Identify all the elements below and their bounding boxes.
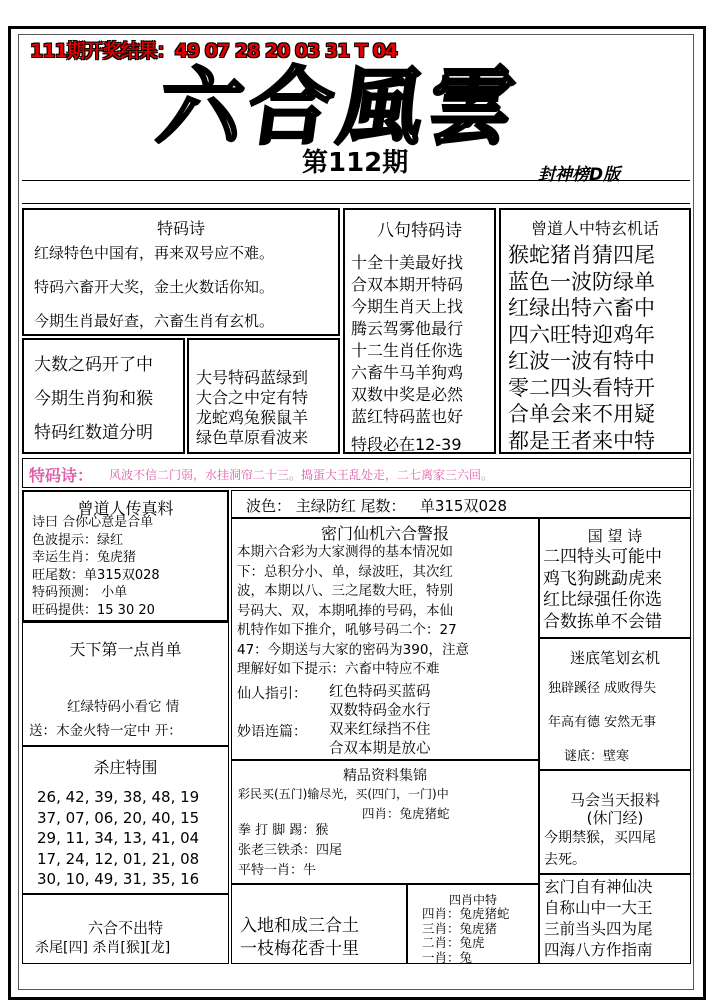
daoren-line: 猴蛇猪肖猜四尾 [508,243,655,267]
mahui-line: 今期禁猴，买四尾 [544,830,656,846]
mimen-line: 47：今期送与大家的密码为390，注意 [237,641,469,658]
sixiao-rows [422,907,510,965]
rudi-line: 入地和成三合土 [240,916,359,936]
bajv-title: 八句特码诗 [377,221,462,241]
logo-title: 六合風雲 [152,57,527,156]
daoren-line: 红绿出特六畜中 [508,296,655,320]
jingpin-title: 精品资料集锦 [343,768,427,784]
xuanmen-lines [544,877,653,961]
shazhuang-rows [37,787,199,890]
sixiao-row: 一肖：兔 [422,949,473,965]
mimen-line: 本期六合彩为大家测得的基本情况如 [237,544,453,560]
issue-number: 第112期 [302,148,409,178]
midi-line: 独辟蹊径 成败得失 [548,681,657,696]
guowang-line: 鸡飞狗跳勐虎来 [543,568,662,589]
mimen-line: 号码大、双，本期吼捧的号码，本仙 [237,602,453,619]
xuanmen-line: 玄门自有神仙决 [544,878,653,896]
rudi-box [231,884,407,964]
zhenke-rows [32,514,160,619]
liuhe-line: 杀尾[四] 杀肖[猴][龙] [35,940,171,956]
xuanmen-box [539,874,691,964]
bajv-line: 今期生肖天上找 [351,297,464,316]
bajv-box [343,208,496,454]
dahao-line: 大合之中定有特 [196,388,309,407]
daoren-title: 曾道人中特玄机话 [530,219,659,238]
rudi-line: 一枝梅花香十里 [240,939,359,959]
shazhuang-row: 30, 10, 49, 31, 35, 16 [37,870,200,888]
tema-poem-box [22,208,340,336]
daoren-line: 合单会来不用疑 [508,402,655,426]
dashu-box [22,338,185,454]
shazhuang-row: 37, 07, 06, 20, 40, 15 [37,808,200,827]
edition-label: 封神榜D版 [538,165,621,185]
tema-poem-lines [34,236,274,338]
daoren-line: 蓝色一波防绿单 [508,269,655,294]
tianxia-box [22,622,229,746]
rudi-lines [240,915,359,961]
poem-line: 特码六畜开大奖，金土火数话你知。 [34,278,275,296]
jingpin-box [231,760,539,884]
dashu-line: 今期生肖狗和猴 [34,389,153,409]
guowang-title: 国 望 诗 [587,527,643,545]
midi-title: 迷底笔划玄机 [569,649,660,667]
xuanmen-line: 四海八方作指南 [544,941,653,959]
miaoyu-label: 妙语连篇： [237,724,307,740]
pink-poem-text: 风波不信二门弱，水挂洞帘二十三。捣蛋大王乱处走，二七离家三六回。 [109,468,494,482]
sixiao-title: 四肖中特 [448,893,497,907]
miaoyu-lines [329,721,431,759]
dahao-line: 绿色草原看波来 [196,428,309,447]
bajv-line: 十全十美最好找 [351,253,464,272]
zhenke-row: 旺码提供：15 30 20 [32,602,155,618]
bose-strip [231,490,691,518]
daoren-line: 零二四头看特开 [508,375,655,400]
zhenke-title: 曾道人传真料 [77,499,174,518]
zhenke-box [22,490,229,622]
dashu-lines [34,348,153,450]
zhenke-row: 旺尾数：单315双028 [32,567,160,583]
guowang-box [539,518,691,638]
sixiao-row: 三肖：兔虎猪 [422,920,498,936]
xianren-line: 双数特码金水行 [329,703,431,719]
mimen-box [231,518,539,760]
guowang-lines [543,547,662,633]
mimen-line: 机特作如下推介，吼够号码二个：27 [237,622,457,638]
mahui-title: 马会当天报料 [569,791,660,809]
bajv-line: 六畜牛马羊狗鸡 [351,363,464,382]
sixiao-row: 二肖：兔虎 [422,935,485,950]
dashu-line: 大数之码开了中 [34,355,153,375]
liuhe-title: 六合不出特 [87,919,163,937]
poem-line: 今期生肖最好查，六畜生肖有玄机。 [34,312,275,330]
xianren-lines [329,683,431,721]
xuanmen-line: 三前当头四为尾 [544,920,653,938]
mahui-subtitle: (休门经) [586,809,644,827]
dahao-lines [196,368,308,448]
draw-result: 111期开奖结果：49 07 28 20 03 31 T 04 [30,40,398,62]
mimen-title: 密门仙机六合警报 [320,524,449,543]
xianren-line: 红色特码买蓝码 [329,684,431,700]
guowang-line: 合数拣单不会错 [543,611,662,632]
liuhe-box [22,894,229,964]
mahui-line: 去死。 [544,852,586,868]
sixiao-row: 四肖：兔虎猪蛇 [422,906,510,921]
tianxia-title: 天下第一点肖单 [69,640,182,659]
dahao-line: 龙蛇鸡兔猴鼠羊 [196,408,309,427]
jingpin-row: 平特一肖：牛 [238,863,317,878]
dashu-line: 特码红数道分明 [34,423,153,443]
dahao-box [187,338,340,454]
midi-answer: 谜底：壁寒 [564,749,630,764]
poem-line: 红绿特色中国有，再来双号应不难。 [34,244,275,262]
xuanmen-line: 自称山中一大王 [544,899,653,917]
mimen-line: 波，本期以八、三之尾数大旺，特别 [237,583,453,599]
zhenke-row: 幸运生肖：兔虎猪 [32,550,137,565]
daoren-lines [508,242,655,454]
bajv-lines [351,252,463,456]
zhenke-row: 色波提示：绿红 [32,532,124,548]
mimen-line: 下：总积分小、单，绿波旺，其次红 [237,563,453,580]
mimen-line: 理解好如下提示：六畜中特应不难 [237,661,440,677]
shazhuang-row: 17, 24, 12, 01, 21, 08 [37,849,200,868]
shazhuang-row: 29, 11, 34, 13, 41, 04 [37,829,200,847]
guowang-line: 红比绿强任你选 [543,590,662,610]
bajv-line: 蓝红特码蓝也好 [351,407,464,426]
daoren-line: 都是王者来中特 [508,428,655,453]
tianxia-line: 送：木金火特一定中 开： [29,723,182,739]
miaoyu-line: 合双本期是放心 [329,741,431,757]
zhenke-row: 诗曰 合你心意是合单 [32,515,154,530]
shazhuang-box [22,746,229,894]
jingpin-row: 拳 打 脚 踢：猴 [238,823,329,838]
midi-line: 年高有德 安然无事 [548,715,657,730]
dahao-line: 大号特码蓝绿到 [196,368,309,387]
mahui-box [539,770,691,874]
bajv-line: 合双本期开特码 [351,275,464,294]
pink-poem-strip [22,458,691,488]
midi-box [539,638,691,770]
daoren-line: 四六旺特迎鸡年 [508,322,655,347]
daoren-box [499,208,691,454]
bajv-line: 特段必在12-39 [351,435,462,454]
xianren-label: 仙人指引： [237,686,307,702]
bajv-line: 双数中奖是必然 [351,385,464,404]
tianxia-line: 红绿特码小看它 情 [67,699,180,715]
bose-text: 波色： 主绿防红 尾数： 单315双028 [246,497,508,515]
shazhuang-row: 26, 42, 39, 38, 48, 19 [37,788,200,806]
jingpin-line1: 彩民买(五门)输尽光，买(四门，一门)中 [238,787,449,801]
jingpin-row: 张老三铁杀：四尾 [238,843,343,858]
jingpin-line2: 四肖：兔虎猪蛇 [362,806,450,821]
sixiao-box [407,884,539,964]
mimen-lines [237,543,469,680]
pink-poem-label: 特码诗： [29,466,94,485]
tema-poem-title: 特码诗 [156,219,205,238]
jingpin-rows [238,821,342,881]
header-divider [22,180,690,204]
bajv-line: 十二生肖任你选 [351,341,464,360]
bajv-line: 腾云驾雾他最行 [351,319,464,338]
zhenke-row: 特码预测： 小单 [32,585,128,600]
guowang-line: 二四特头可能中 [543,547,662,567]
daoren-line: 红波一波有特中 [508,349,655,373]
shazhuang-title: 杀庄特围 [93,758,158,777]
miaoyu-line: 双来红绿挡不住 [329,722,431,738]
